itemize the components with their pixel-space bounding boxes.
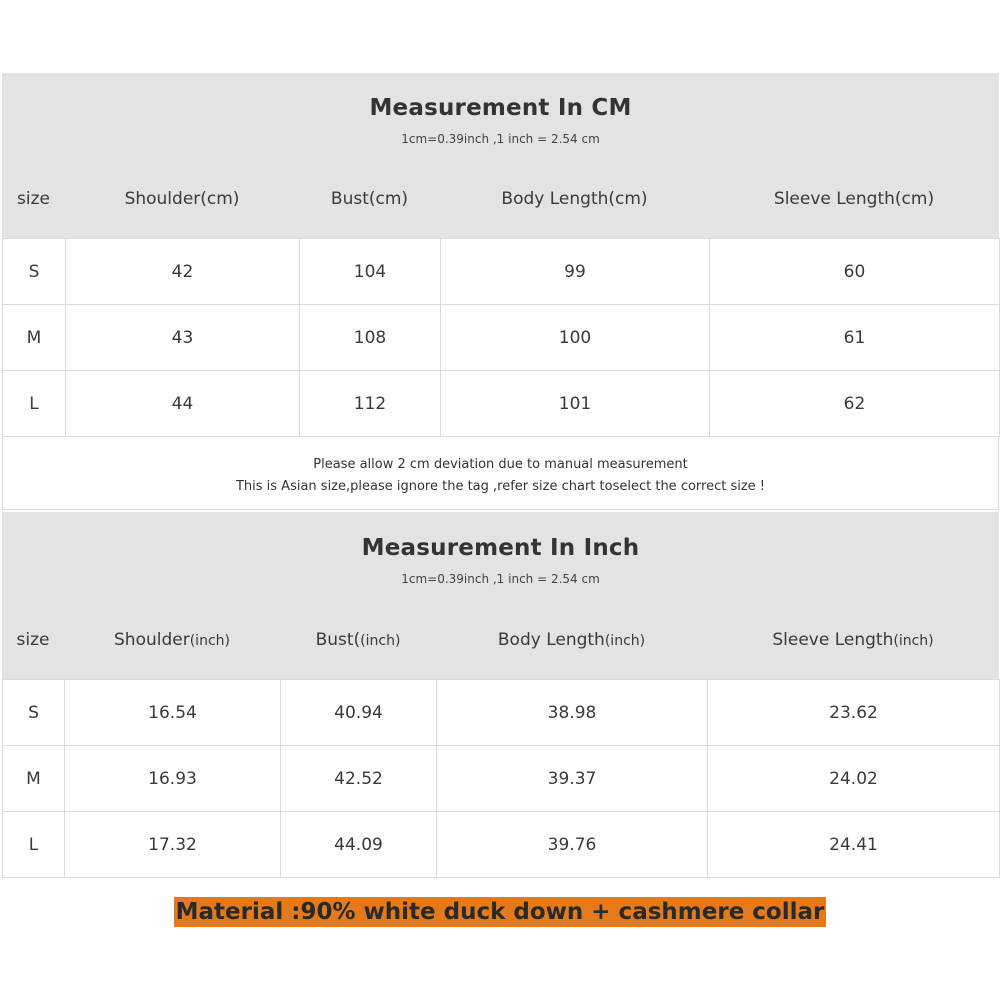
inch-header-size: size (16, 630, 50, 650)
inch-header-body-length: Body Length(inch) (497, 630, 646, 650)
cm-column-headers (2, 189, 999, 209)
table-row (3, 680, 1000, 746)
cm-data-table (2, 238, 1000, 437)
sleeve-length-cell: 62 (710, 371, 1000, 437)
table-row (3, 746, 1000, 812)
bust-cell: 44.09 (281, 812, 437, 878)
inch-column-headers (2, 630, 999, 650)
bust-cell: 104 (300, 239, 441, 305)
inch-header (2, 512, 999, 679)
inch-data-table (2, 679, 1000, 878)
bust-cell: 40.94 (281, 680, 437, 746)
bust-cell: 108 (300, 305, 441, 371)
shoulder-cell: 42 (66, 239, 300, 305)
sleeve-length-cell: 60 (710, 239, 1000, 305)
body-length-cell: 39.37 (437, 746, 708, 812)
body-length-cell: 39.76 (437, 812, 708, 878)
table-row (3, 812, 1000, 878)
cm-header-sleeve-length: Sleeve Length(cm) (773, 189, 935, 209)
inch-header-shoulder: Shoulder(inch) (114, 630, 230, 650)
shoulder-cell: 43 (66, 305, 300, 371)
shoulder-cell: 16.93 (65, 746, 281, 812)
cm-title: Measurement In CM (369, 95, 632, 121)
inch-size-chart (2, 512, 999, 878)
shoulder-cell: 16.54 (65, 680, 281, 746)
cm-size-chart (2, 73, 999, 510)
shoulder-cell: 17.32 (65, 812, 281, 878)
cm-conversion-note: 1cm=0.39inch ,1 inch = 2.54 cm (401, 132, 600, 146)
size-cell: M (3, 305, 66, 371)
measurement-note (2, 437, 999, 510)
material-banner (0, 897, 1000, 927)
sleeve-length-cell: 24.02 (708, 746, 1000, 812)
size-cell: S (3, 239, 66, 305)
cm-header (2, 73, 999, 238)
body-length-cell: 99 (441, 239, 710, 305)
table-row (3, 305, 1000, 371)
bust-cell: 42.52 (281, 746, 437, 812)
sleeve-length-cell: 23.62 (708, 680, 1000, 746)
bust-cell: 112 (300, 371, 441, 437)
table-row (3, 239, 1000, 305)
body-length-cell: 38.98 (437, 680, 708, 746)
size-cell: S (3, 680, 65, 746)
body-length-cell: 101 (441, 371, 710, 437)
deviation-note: Please allow 2 cm deviation due to manual measurement (313, 457, 688, 472)
inch-header-sleeve-length: Sleeve Length(inch) (772, 630, 934, 650)
inch-conversion-note: 1cm=0.39inch ,1 inch = 2.54 cm (401, 572, 600, 586)
cm-header-size: size (17, 189, 50, 209)
sleeve-length-cell: 61 (710, 305, 1000, 371)
table-row (3, 371, 1000, 437)
size-cell: L (3, 371, 66, 437)
asian-size-note: This is Asian size,please ignore the tag ,refer size chart toselect the correct size ! (235, 479, 766, 494)
inch-header-bust: Bust((inch) (315, 630, 401, 650)
material-text: Material :90% white duck down + cashmere collar (175, 899, 825, 925)
cm-header-shoulder: Shoulder(cm) (124, 189, 240, 209)
inch-title: Measurement In Inch (361, 535, 640, 561)
cm-header-bust: Bust(cm) (330, 189, 409, 209)
body-length-cell: 100 (441, 305, 710, 371)
size-cell: M (3, 746, 65, 812)
sleeve-length-cell: 24.41 (708, 812, 1000, 878)
cm-header-body-length: Body Length(cm) (501, 189, 648, 209)
size-cell: L (3, 812, 65, 878)
shoulder-cell: 44 (66, 371, 300, 437)
